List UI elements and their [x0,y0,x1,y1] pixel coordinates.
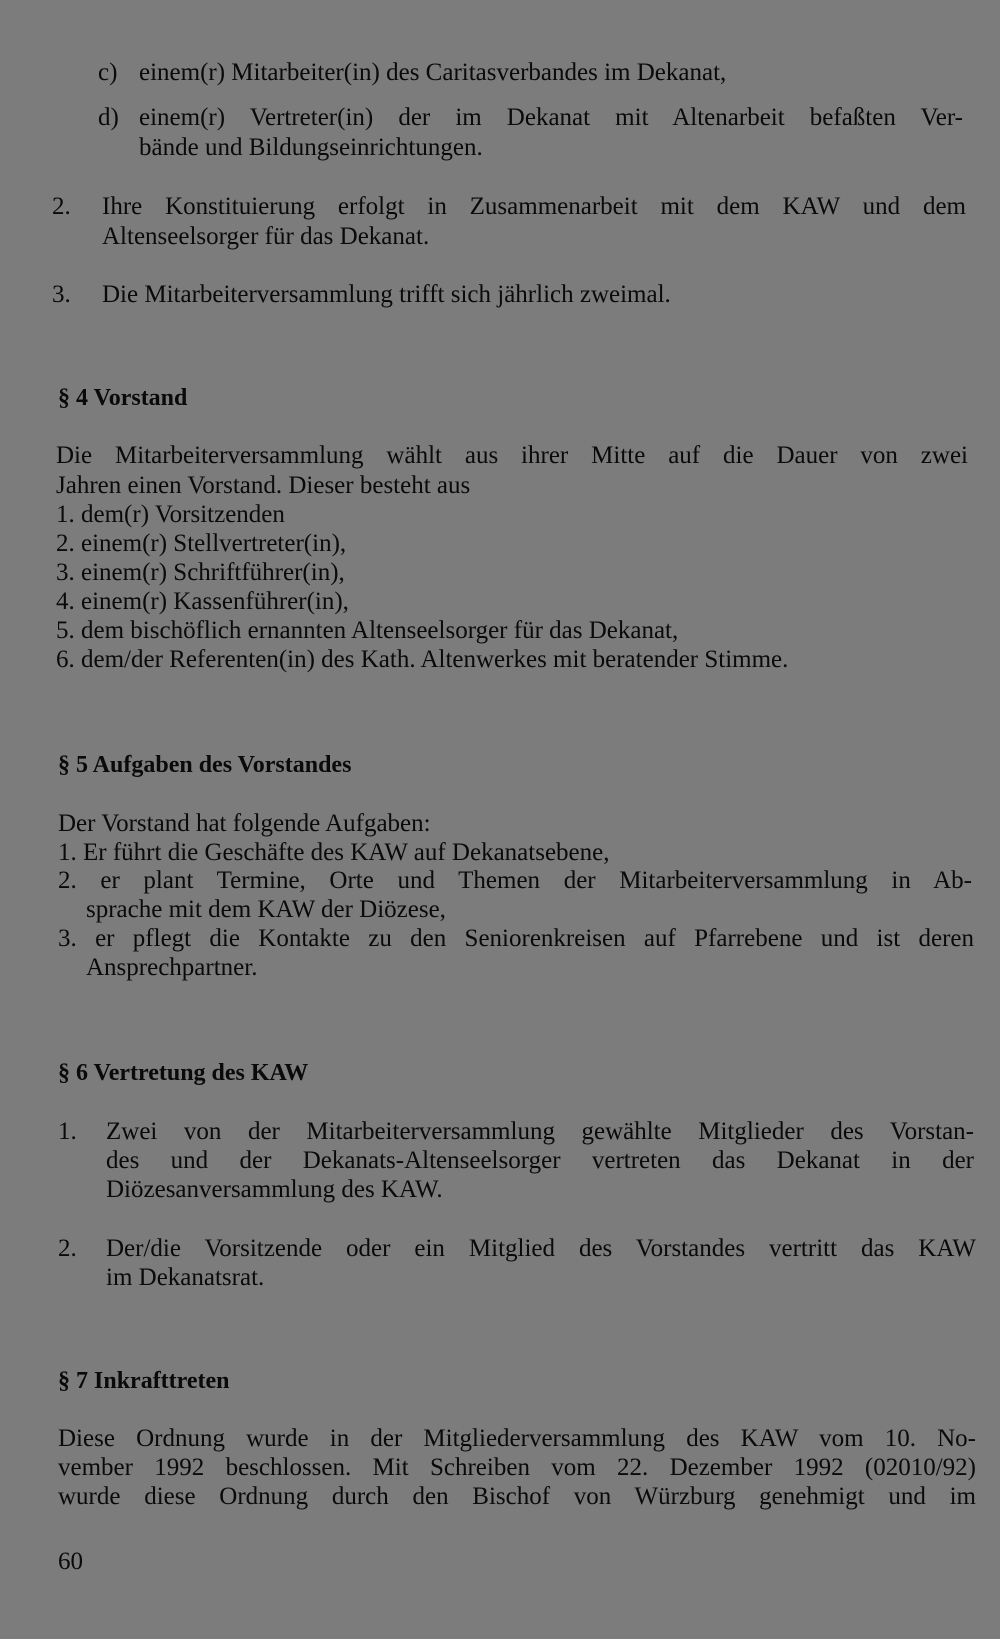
list-item-d-line1: einem(r) Vertreter(in) der im Dekanat mit Altenarbeit befaßten Ver- [139,104,963,131]
page-number: 60 [58,1548,83,1575]
list-marker-d: d) [98,104,119,131]
section-6-marker-2: 2. [58,1235,77,1262]
section-7-line1: Diese Ordnung wurde in der Mitgliederversammlung des KAW vom 10. No- [58,1425,976,1452]
numbered-marker-2: 2. [52,193,71,220]
section-4-item: 4. einem(r) Kassenführer(in), [56,588,349,615]
list-item-c-text: einem(r) Mitarbeiter(in) des Caritasverbandes im Dekanat, [139,59,727,86]
section-6-item-2-line2: im Dekanatsrat. [106,1264,265,1291]
section-4-item: 3. einem(r) Schriftführer(in), [56,559,345,586]
section-6-item-1-line1: Zwei von der Mitarbeiterversammlung gewählte Mitglieder des Vorstan- [106,1118,974,1145]
section-5-intro: Der Vorstand hat folgende Aufgaben: [58,810,431,837]
numbered-item-2-line2: Altenseelsorger für das Dekanat. [102,223,430,250]
section-4-heading: § 4 Vorstand [58,385,188,411]
numbered-marker-3: 3. [52,281,71,308]
section-5-item-2-line1: 2. er plant Termine, Orte und Themen der Mitarbeiterversammlung in Ab- [58,867,972,894]
section-5-item-3-line1: 3. er pflegt die Kontakte zu den Seniorenkreisen auf Pfarrebene und ist deren [58,925,974,952]
numbered-item-3-text: Die Mitarbeiterversammlung trifft sich jährlich zweimal. [102,281,671,308]
section-4-item: 2. einem(r) Stellvertreter(in), [56,530,347,557]
section-7-heading: § 7 Inkrafttreten [58,1368,230,1394]
section-6-heading: § 6 Vertretung des KAW [58,1060,309,1086]
section-5-item-2-line2: sprache mit dem KAW der Diözese, [86,896,446,923]
section-7-line3: wurde diese Ordnung durch den Bischof von Würzburg genehmigt und im [58,1483,976,1510]
section-6-item-2-line1: Der/die Vorsitzende oder ein Mitglied des Vorstandes vertritt das KAW [106,1235,976,1262]
section-6-item-1-line3: Diözesanversammlung des KAW. [106,1176,443,1203]
section-4-item: 5. dem bischöflich ernannten Altenseelsorger für das Dekanat, [56,617,679,644]
section-5-item-1: 1. Er führt die Geschäfte des KAW auf Dekanatsebene, [58,839,610,866]
section-6-marker-1: 1. [58,1118,77,1145]
section-4-intro-line1: Die Mitarbeiterversammlung wählt aus ihrer Mitte auf die Dauer von zwei [56,442,968,469]
section-4-item: 6. dem/der Referenten(in) des Kath. Altenwerkes mit beratender Stimme. [56,646,789,673]
list-item-d-line2: bände und Bildungseinrichtungen. [139,134,483,161]
section-6-item-1-line2: des und der Dekanats-Altenseelsorger vertreten das Dekanat in der [106,1147,974,1174]
numbered-item-2-line1: Ihre Konstituierung erfolgt in Zusammenarbeit mit dem KAW und dem [102,193,966,220]
section-5-heading: § 5 Aufgaben des Vorstandes [58,752,352,778]
section-4-intro-line2: Jahren einen Vorstand. Dieser besteht aus [56,472,471,499]
section-7-line2: vember 1992 beschlossen. Mit Schreiben vom 22. Dezember 1992 (02010/92) [58,1454,976,1481]
section-4-item: 1. dem(r) Vorsitzenden [56,501,285,528]
list-marker-c: c) [98,59,118,86]
section-5-item-3-line2: Ansprechpartner. [86,954,258,981]
